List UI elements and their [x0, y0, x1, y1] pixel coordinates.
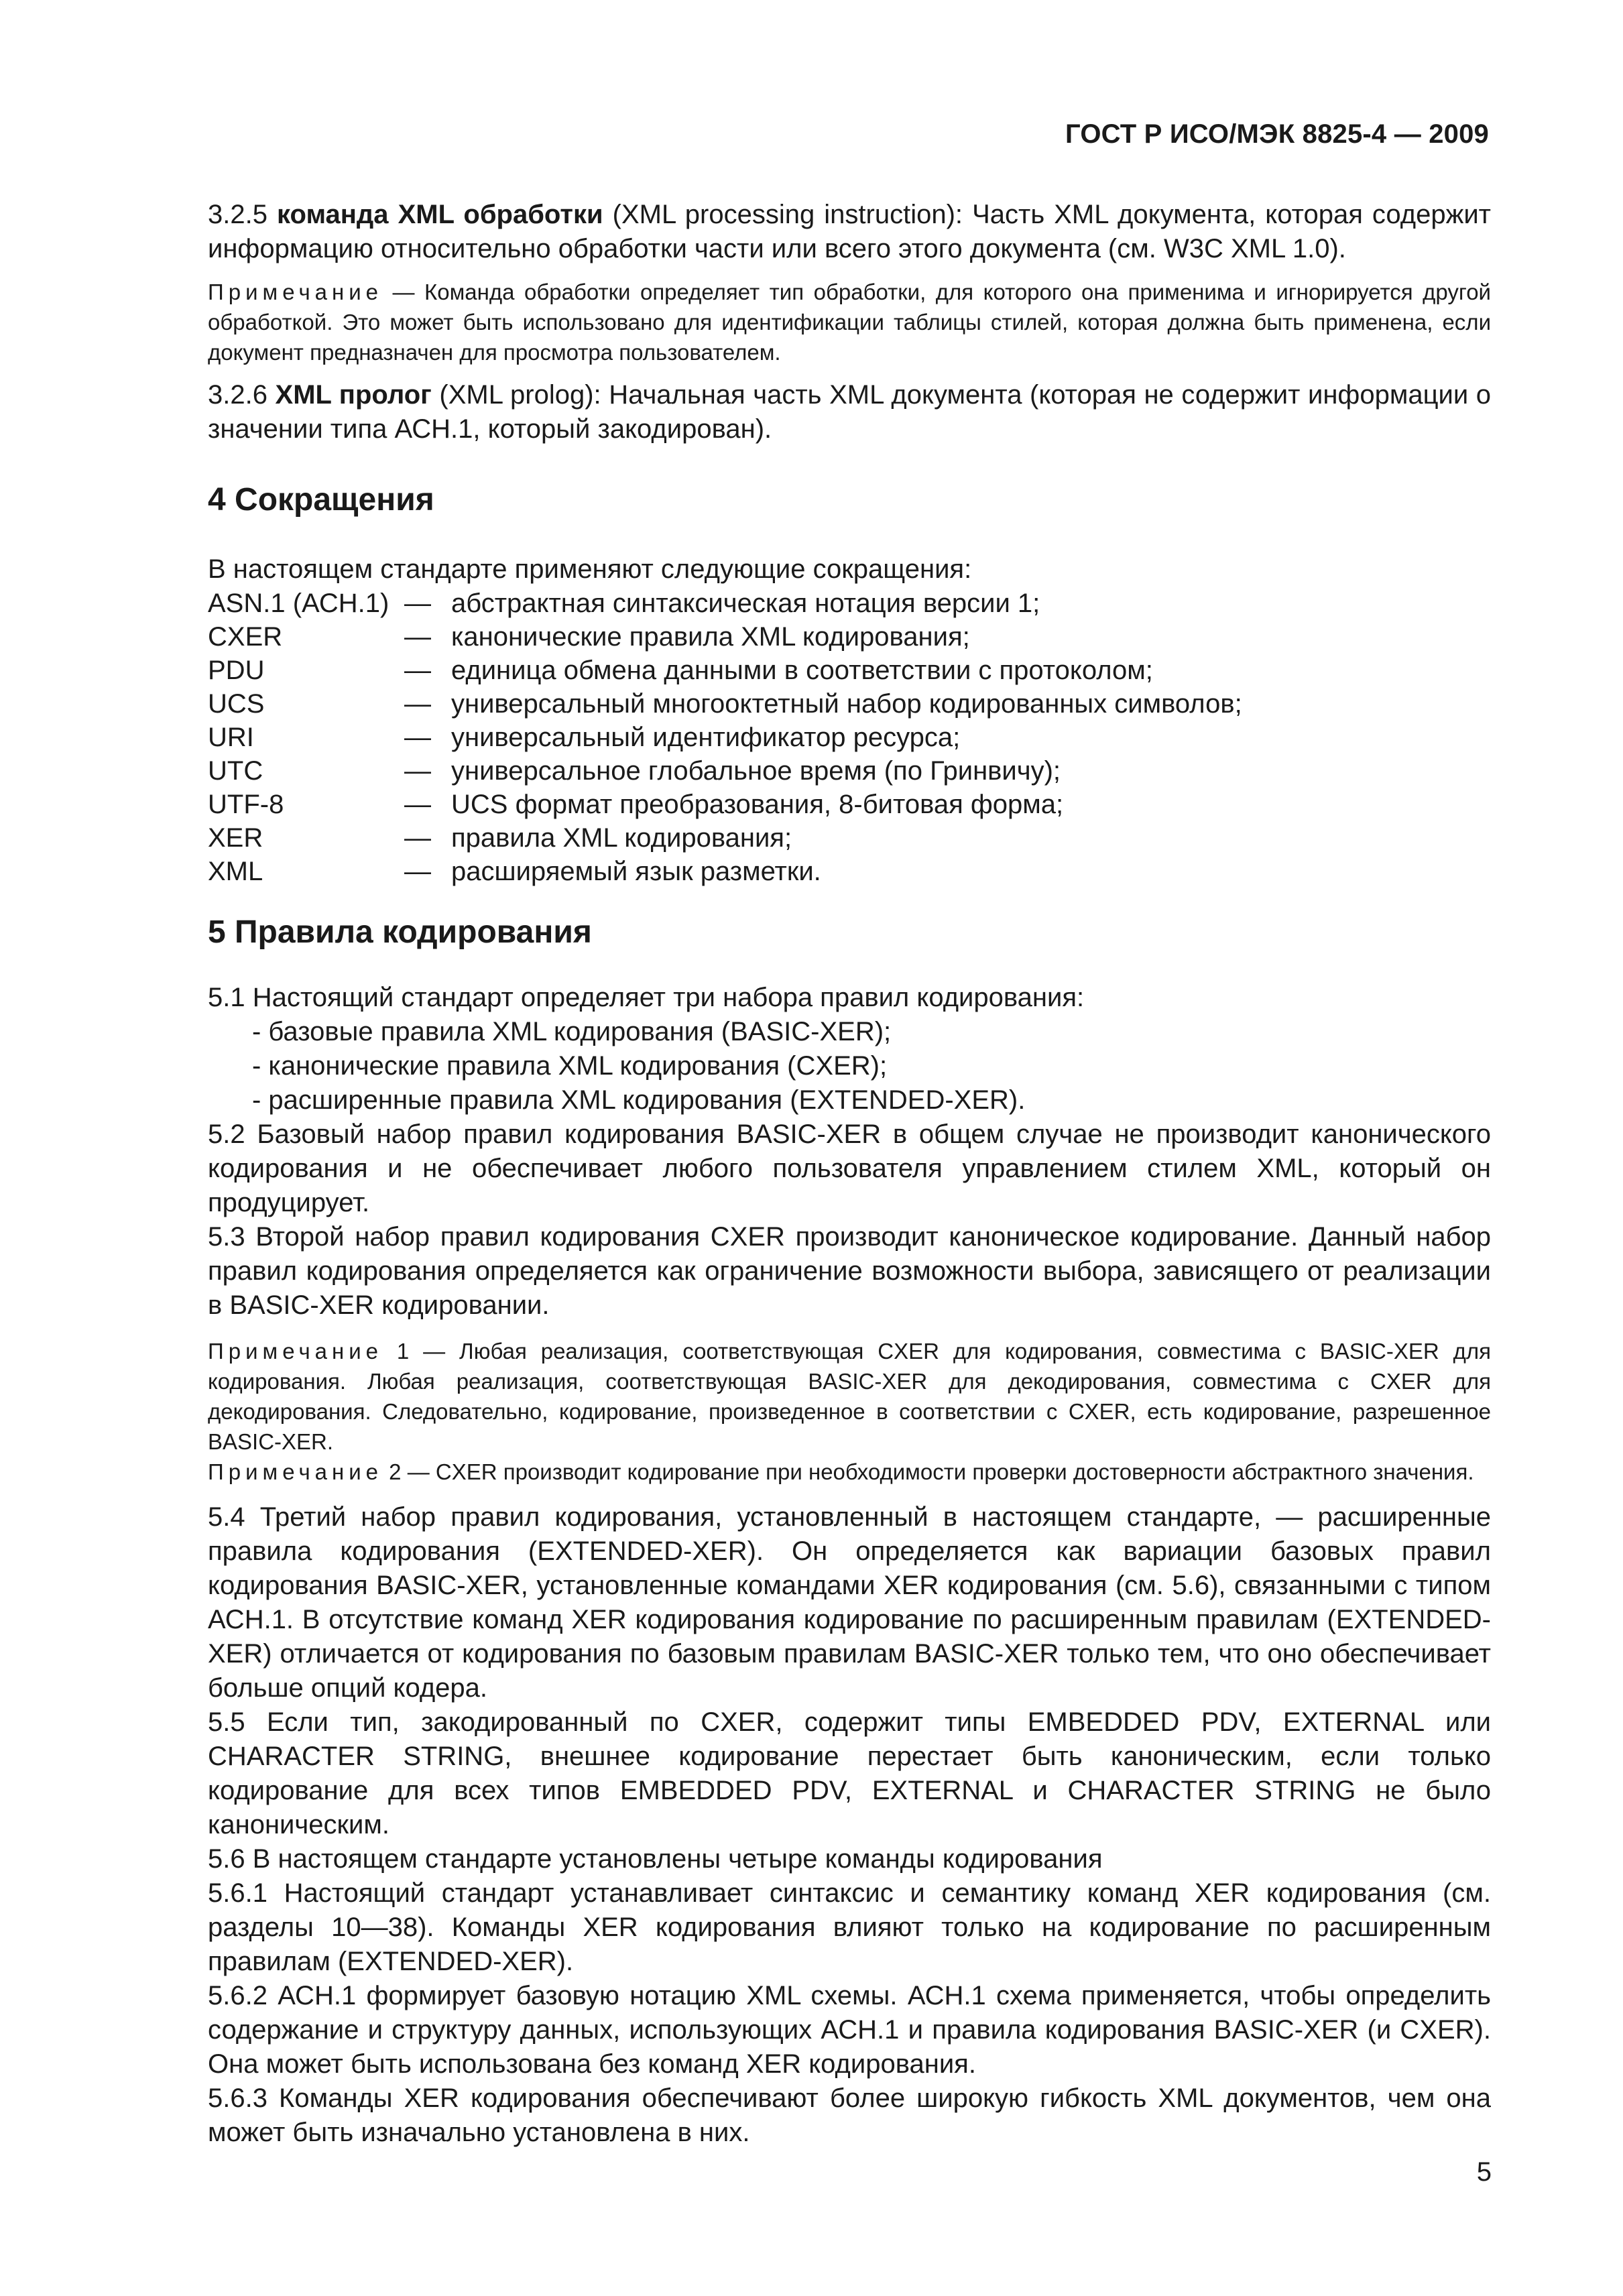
note-text: 2 — CXER производит кодирование при необходимости проверки достоверности абстрактного значения.: [383, 1459, 1474, 1484]
definition-number: 3.2.5: [208, 200, 278, 229]
definition-term: XML пролог: [275, 380, 432, 410]
abbreviation-term: CXER: [208, 622, 283, 652]
abbreviation-term: XER: [208, 823, 263, 853]
note-label: Примечание: [208, 1339, 383, 1364]
definition-number: 3.2.6: [208, 380, 276, 410]
abbreviation-row: [208, 721, 1242, 754]
abbreviation-row: [208, 754, 1242, 788]
definition-term: команда XML обработки: [277, 200, 603, 229]
note-5-3-1: [208, 1336, 1491, 1457]
abbreviation-row: [208, 788, 1242, 821]
note-label: Примечание: [208, 280, 383, 304]
paragraph-5-6-3: 5.6.3 Команды XER кодирования обеспечивают более широкую гибкость XML документов, чем она может быть изначально установлена в них.: [208, 2083, 1491, 2147]
section-4-intro: В настоящем стандарте применяют следующие сокращения:: [208, 554, 972, 584]
note-text: 1 — Любая реализация, соответствующая CXER для кодирования, совместима с BASIC-XER для кодирования. Любая реализация, соответствующая BASIC-XER для декодирования, совместима с CXER для декодирования. Следовательно, кодирование, произведенное в соответствии с CXER, есть кодирование, разрешенное BASIC-XER.: [208, 1339, 1491, 1454]
paragraph-5-3: 5.3 Второй набор правил кодирования CXER производит каноническое кодирование. Данный набор правил кодирования определяется как ограничение возможности выбора, зависящего от реализации в BASIC-XER кодировании.: [208, 1222, 1491, 1320]
abbreviation-description: универсальное глобальное время (по Гринвичу);: [451, 756, 1061, 786]
abbreviation-description: единица обмена данными в соответствии с протоколом;: [451, 656, 1153, 685]
list-item: - базовые правила XML кодирования (BASIC-XER);: [252, 1017, 892, 1046]
abbreviation-dash: —: [404, 823, 431, 853]
paragraph-5-6-2: 5.6.2 АСН.1 формирует базовую нотацию XML схемы. АСН.1 схема применяется, чтобы определить содержание и структуру данных, использующих АСН.1 и правила кодирования BASIC-XER (и CXER). Она может быть использована без команд XER кодирования.: [208, 1981, 1491, 2079]
definition-text: (XML prolog): Начальная часть XML документа (которая не содержит информации о значении типа АСН.1, который закодирован).: [208, 380, 1491, 444]
abbreviation-dash: —: [404, 589, 431, 618]
abbreviation-term: PDU: [208, 656, 265, 685]
paragraph-5-6: 5.6 В настоящем стандарте установлены четыре команды кодирования: [208, 1844, 1103, 1874]
abbreviation-dash: —: [404, 689, 431, 719]
abbreviation-description: правила XML кодирования;: [451, 823, 792, 853]
abbreviation-description: универсальный многооктетный набор кодированных символов;: [451, 689, 1242, 719]
abbreviation-dash: —: [404, 656, 431, 685]
abbreviation-row: [208, 821, 1242, 855]
abbreviation-term: UTF-8: [208, 790, 284, 819]
abbreviation-term: ASN.1 (АСН.1): [208, 589, 389, 618]
definition-text: (XML processing instruction): Часть XML документа, которая содержит информацию относительно обработки части или всего этого документа (см. W3C XML 1.0).: [208, 200, 1491, 263]
abbreviation-dash: —: [404, 723, 431, 752]
abbreviation-row: [208, 654, 1242, 687]
abbreviation-row: [208, 687, 1242, 721]
section-4-heading: 4 Сокращения: [208, 482, 434, 518]
abbreviation-row: [208, 855, 1242, 888]
definition-3-2-6: [208, 378, 1491, 446]
encoding-rules-list: [208, 1015, 1491, 1117]
abbreviation-row: [208, 620, 1242, 654]
abbreviation-dash: —: [404, 622, 431, 652]
note-text: — Команда обработки определяет тип обработки, для которого она применима и игнорируется другой обработкой. Это может быть использовано для идентификации таблицы стилей, которая должна быть применена, если документ предназначен для просмотра пользователем.: [208, 280, 1491, 365]
page-number: 5: [1476, 2157, 1492, 2187]
abbreviation-dash: —: [404, 756, 431, 786]
abbreviation-description: канонические правила XML кодирования;: [451, 622, 970, 652]
abbreviation-row: [208, 587, 1242, 620]
list-item: - расширенные правила XML кодирования (EXTENDED-XER).: [252, 1085, 1026, 1115]
list-item: - канонические правила XML кодирования (CXER);: [252, 1051, 888, 1081]
abbreviation-dash: —: [404, 857, 431, 886]
abbreviation-term: URI: [208, 723, 254, 752]
abbreviations-table: [208, 587, 1242, 888]
note-3-2-5: [208, 277, 1491, 367]
abbreviation-term: UTC: [208, 756, 263, 786]
page-content: [208, 198, 1491, 2150]
note-label: Примечание: [208, 1459, 383, 1484]
paragraph-5-4: 5.4 Третий набор правил кодирования, установленный в настоящем стандарте, — расширенные правила кодирования (EXTENDED-XER). Он определяется как вариации базовых правил кодирования BASIC-XER, установленные командами XER кодирования (см. 5.6), связанными с типом АСН.1. В отсутствие команд XER кодирования кодирование по расширенным правилам (EXTENDED-XER) отличается от кодирования по базовым правилам BASIC-XER только тем, что оно обеспечивает больше опций кодера.: [208, 1502, 1491, 1703]
abbreviation-description: UCS формат преобразования, 8-битовая форма;: [451, 790, 1064, 819]
paragraph-5-1: 5.1 Настоящий стандарт определяет три набора правил кодирования:: [208, 983, 1085, 1012]
abbreviation-dash: —: [404, 790, 431, 819]
paragraph-5-2: 5.2 Базовый набор правил кодирования BASIC-XER в общем случае не производит канонического кодирования и не обеспечивает любого пользователя управлением стилем XML, который он продуцирует.: [208, 1120, 1491, 1217]
note-5-3-2: [208, 1457, 1491, 1487]
document-header: ГОСТ Р ИСО/МЭК 8825-4 — 2009: [1065, 119, 1489, 149]
abbreviation-term: XML: [208, 857, 263, 886]
abbreviation-description: абстрактная синтаксическая нотация версии 1;: [451, 589, 1040, 618]
definition-3-2-5: [208, 198, 1491, 266]
paragraph-5-5: 5.5 Если тип, закодированный по CXER, содержит типы EMBEDDED PDV, EXTERNAL или CHARACTER STRING, внешнее кодирование перестает быть каноническим, если только кодирование для всех типов EMBEDDED PDV, EXTERNAL и CHARACTER STRING не было каноническим.: [208, 1707, 1491, 1839]
section-5-heading: 5 Правила кодирования: [208, 914, 592, 950]
abbreviation-description: универсальный идентификатор ресурса;: [451, 723, 961, 752]
abbreviation-description: расширяемый язык разметки.: [451, 857, 821, 886]
abbreviation-term: UCS: [208, 689, 265, 719]
paragraph-5-6-1: 5.6.1 Настоящий стандарт устанавливает синтаксис и семантику команд XER кодирования (см. разделы 10—38). Команды XER кодирования влияют только на кодирование по расширенным правилам (EXTENDED-XER).: [208, 1878, 1491, 1976]
